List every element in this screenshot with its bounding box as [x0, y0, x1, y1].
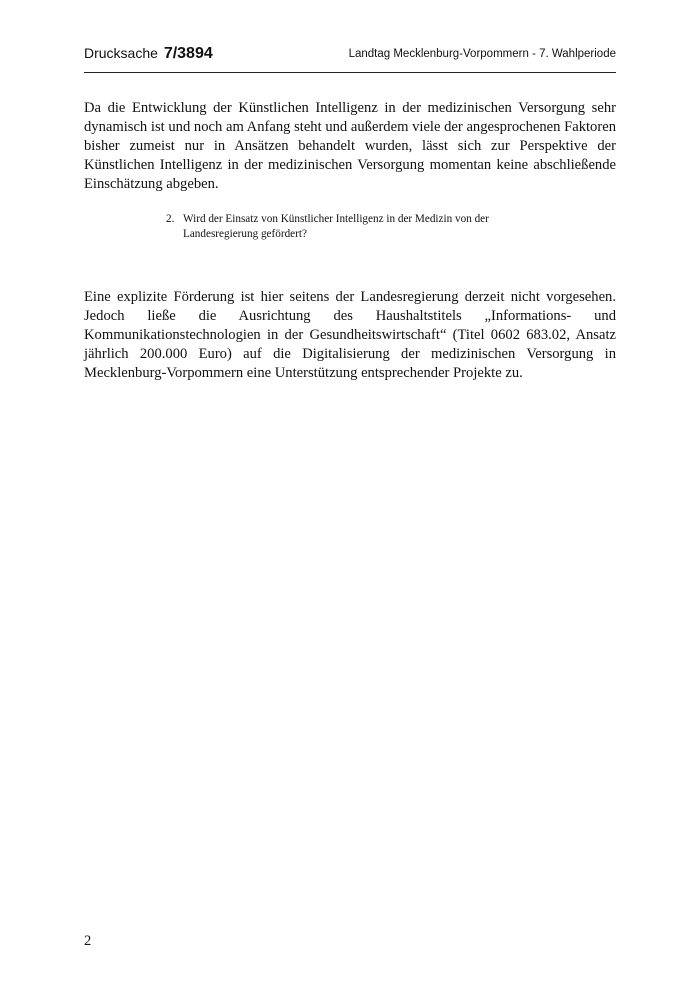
- header-divider: [84, 72, 616, 73]
- answer-paragraph-2: Eine explizite Förderung ist hier seitens der Landesregierung derzeit nicht vorgesehen. Jedoch ließe die Ausrichtung des Haushaltstitels „Informations- und Kommunikationstechnologien in der Gesundheitswirtschaft“ (Titel 0602 683.02, Ansatz jährlich 200.000 Euro) auf die Digitalisierung der medizinischen Versorgung in Mecklenburg-Vorpommern eine Unterstützung entsprechender Projekte zu.: [84, 289, 616, 381]
- page-number: 2: [84, 933, 92, 949]
- question-number: 2.: [166, 213, 175, 225]
- parliament-title: Landtag Mecklenburg-Vorpommern - 7. Wahlperiode: [348, 48, 616, 60]
- drucksache-number: 7/3894: [163, 45, 213, 62]
- question-text: Wird der Einsatz von Künstlicher Intelligenz in der Medizin von der Landesregierung gefördert?: [183, 213, 489, 240]
- drucksache-label: Drucksache: [84, 45, 158, 61]
- answer-paragraph-1: Da die Entwicklung der Künstlichen Intelligenz in der medizinischen Versorgung sehr dynamisch ist und noch am Anfang steht und außerdem viele der angesprochenen Faktoren bisher zumeist nur in Ansätzen behandelt wurden, lässt sich zur Perspektive der Künstlichen Intelligenz in der medizinischen Versorgung momentan keine abschließende Einschätzung abgeben.: [84, 100, 616, 192]
- drucksache-reference: [84, 44, 213, 63]
- question-block: [166, 212, 546, 242]
- page-header: [84, 44, 616, 66]
